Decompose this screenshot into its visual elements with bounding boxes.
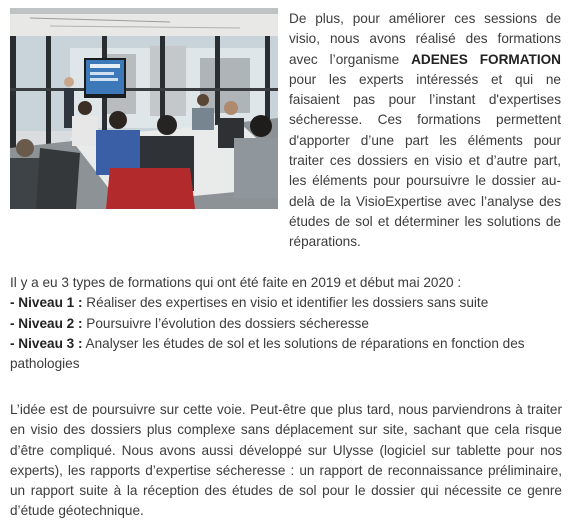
level-item: [10, 293, 562, 313]
conclusion-paragraph: L’idée est de poursuivre sur cette voie. Peut-être que plus tard, nous parviendrons à traiter en visio des dossiers plus complexe sans déplacement sur site, sachant que cela risque d’être compliqué. Nous avons aussi développé sur Ulysse (logiciel sur tablette pour nos experts), les rapports d’expertise sécheresse : un rapport de reconnaissance préliminaire, un rapport suite à la réception des études de sol pour le dossier qui nécessite ce genre d’étude géotechnique.: [10, 402, 562, 519]
organization-name: ADENES FORMATION: [411, 51, 561, 67]
level-text: Analyser les études de sol et les solutions de réparations en fonction des pathologies: [10, 335, 525, 372]
level-label: - Niveau 2 :: [10, 315, 83, 331]
intro-text-end: pour les experts intéressés et qui ne faisaient pas pour l’instant d'expertises sécheresse. Ces formations permettent d'apporter d’une part les éléments pour traiter ces dossiers en visio et d’autre part, les éléments pour poursuivre le dossier au-delà de la VisioExpertise avec l’analyse des études de sol et déterminer les solutions de réparations.: [289, 71, 561, 250]
intro-paragraph: [289, 9, 561, 253]
formations-section: [10, 273, 562, 374]
intro-text-start: De plus, pour améliorer ces sessions de visio, nous avons réalisé des formations avec l’organisme: [289, 11, 561, 67]
level-label: - Niveau 3 :: [10, 335, 83, 351]
level-item: [10, 334, 562, 375]
formations-lead: Il y a eu 3 types de formations qui ont été faite en 2019 et début mai 2020 :: [10, 275, 462, 290]
level-text: Réaliser des expertises en visio et identifier les dossiers sans suite: [82, 295, 489, 311]
level-text: Poursuivre l’évolution des dossiers sécheresse: [82, 315, 369, 331]
training-session-photo: [10, 8, 278, 209]
level-label: - Niveau 1 :: [10, 295, 83, 311]
level-item: [10, 314, 562, 334]
